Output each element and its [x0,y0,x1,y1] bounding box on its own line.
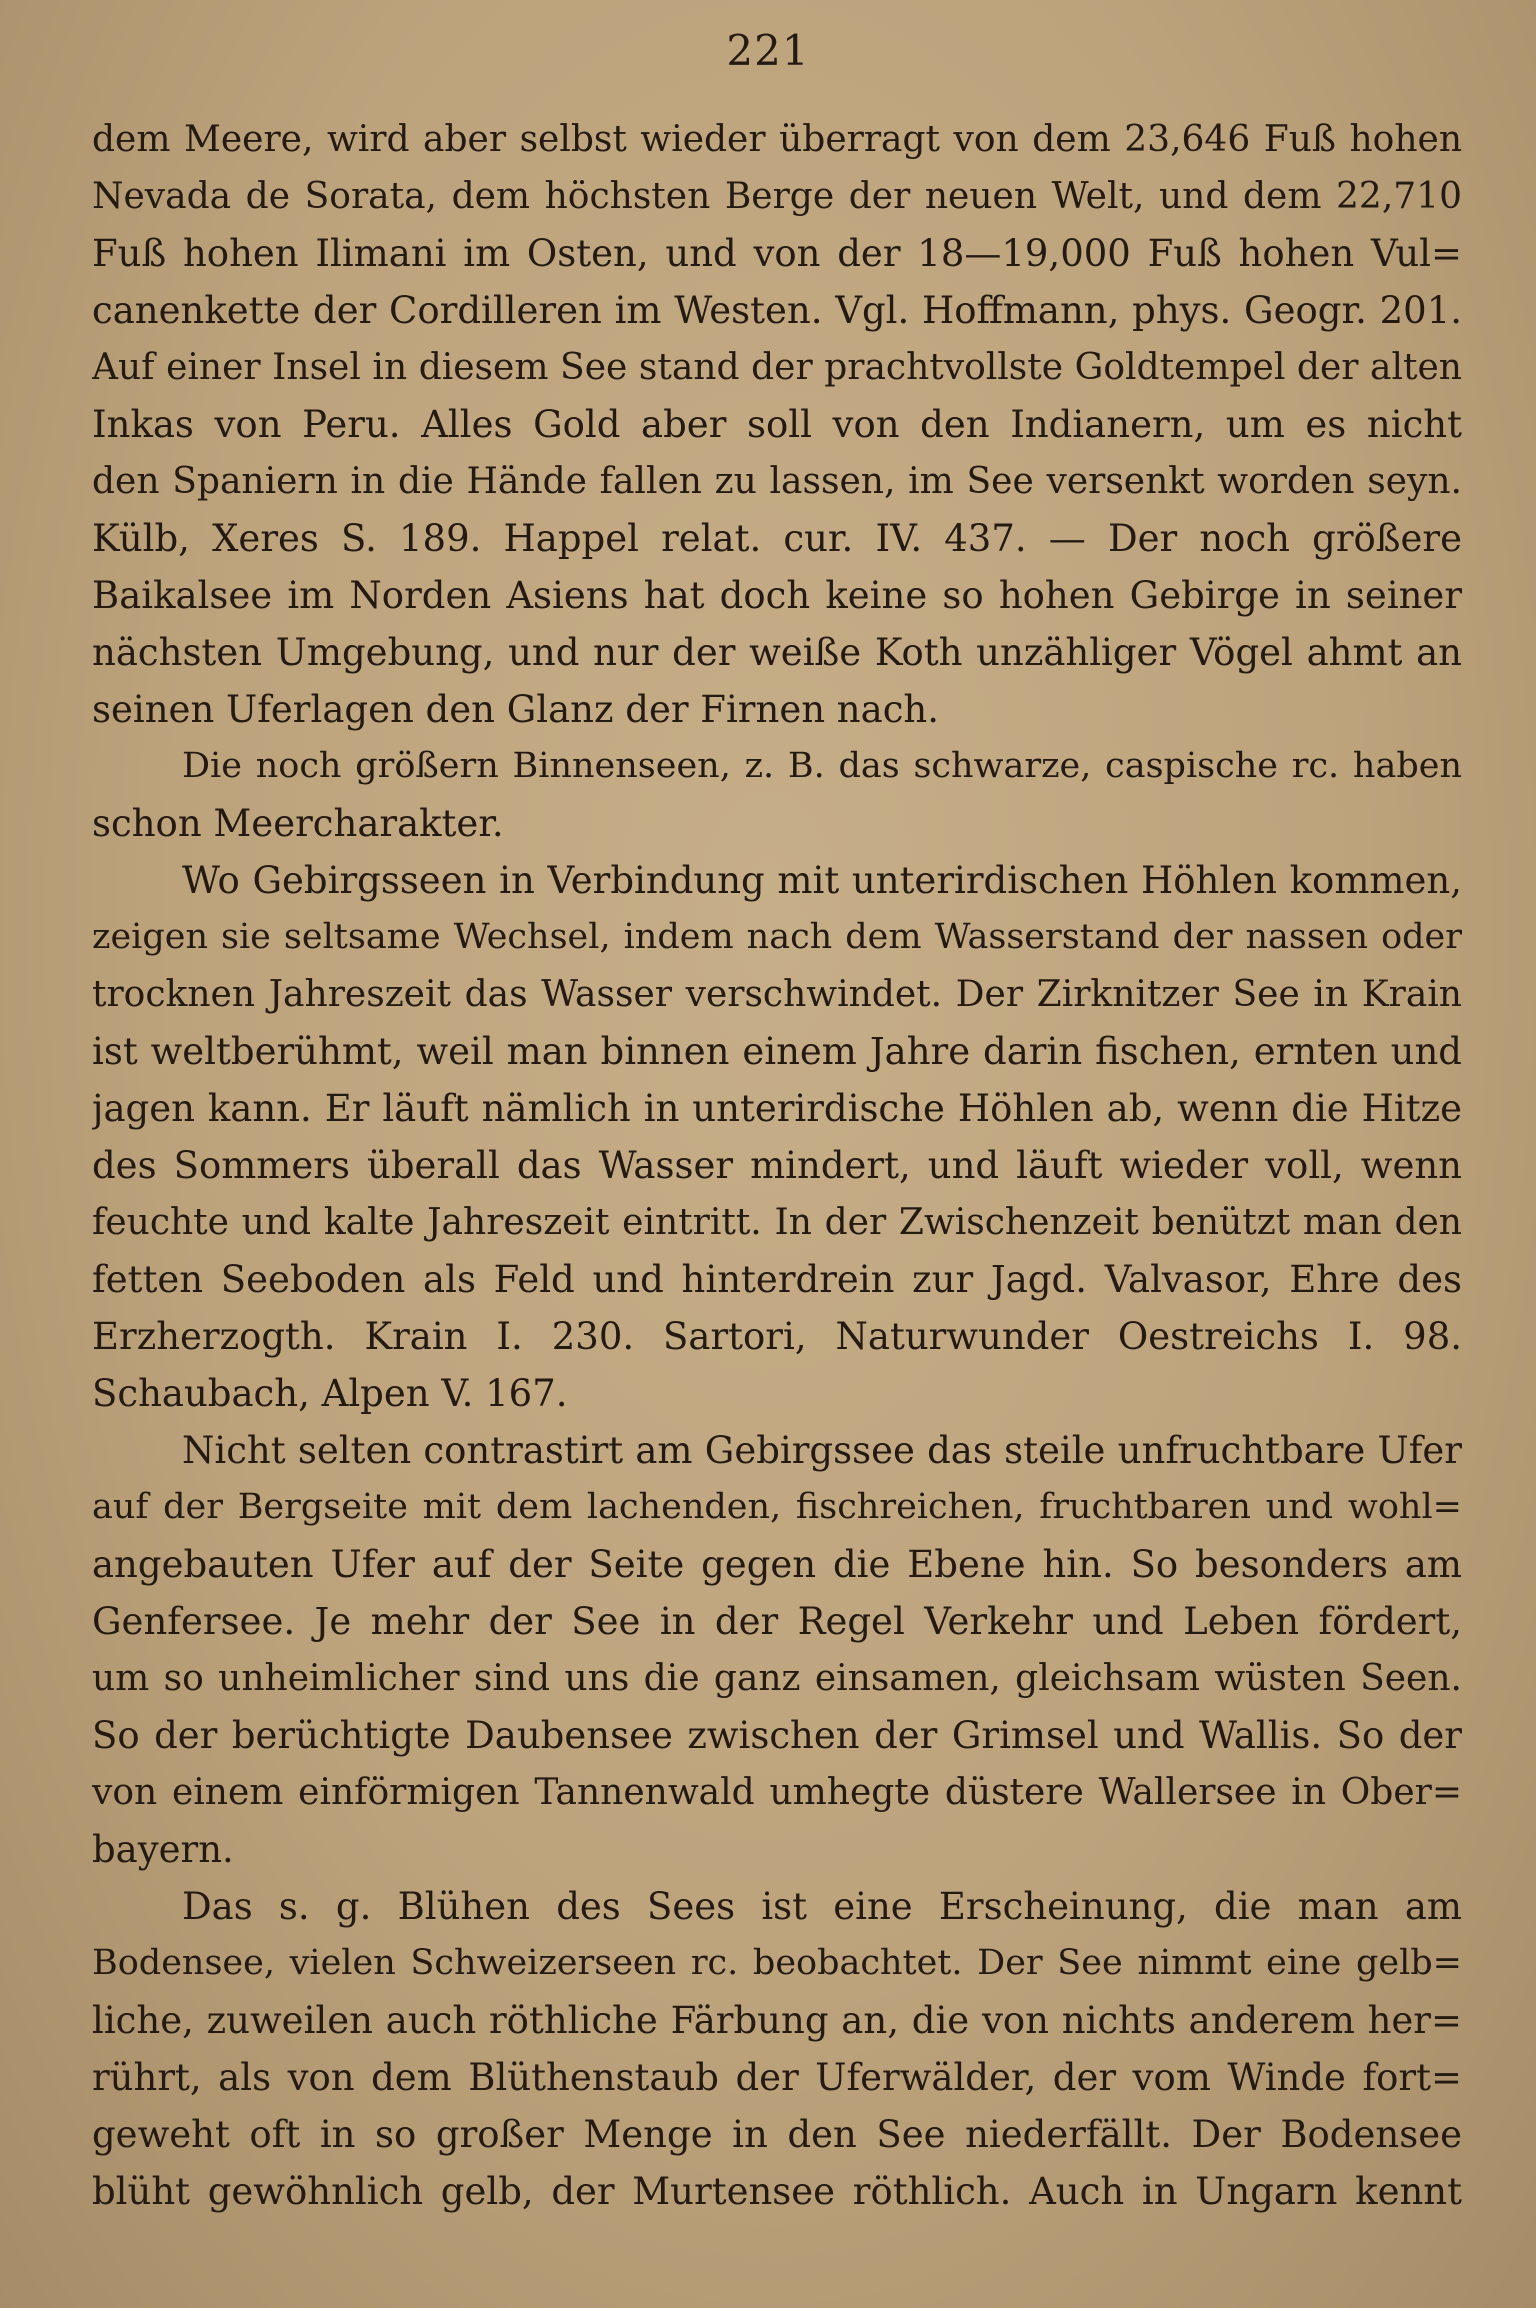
text-line: Nevada de Sorata, dem höchsten Berge der neuen Welt, und dem 22,710 [92,176,1462,217]
text-line: canenkette der Cordilleren im Westen. Vgl. Hoffmann, phys. Geogr. 201. [92,289,1462,332]
text-line: Schaubach, Alpen V. 167. [92,1372,568,1415]
text-line: den Spaniern in die Hände fallen zu lassen, im See versenkt worden seyn. [92,461,1462,502]
text-line: nächsten Umgebung, und nur der weiße Koth unzähliger Vögel ahmt an [92,631,1462,674]
text-line: Wo Gebirgsseen in Verbindung mit unterirdischen Höhlen kommen, [182,859,1462,902]
text-line: Bodensee, vielen Schweizerseen rc. beobachtet. Der See nimmt eine gelb= [92,1943,1462,1983]
paragraph-2 [92,738,1462,852]
text-line: liche, zuweilen auch röthliche Färbung an, die von nichts anderem her= [92,1999,1462,2042]
text-line: Baikalsee im Norden Asiens hat doch keine so hohen Gebirge in seiner [92,574,1462,617]
paragraph-4 [92,1422,1462,1878]
paragraph-1 [92,111,1462,738]
text-line: seinen Uferlagen den Glanz der Firnen nach. [92,688,940,731]
text-line: trocknen Jahreszeit das Wasser verschwindet. Der Zirknitzer See in Krain [92,974,1462,1015]
text-line: des Sommers überall das Wasser mindert, und läuft wieder voll, wenn [92,1144,1462,1187]
text-line: geweht oft in so großer Menge in den See niederfällt. Der Bodensee [92,2113,1462,2156]
paragraph-5 [92,1878,1462,2220]
text-line: Genfersee. Je mehr der See in der Regel Verkehr und Leben fördert, [92,1600,1462,1643]
text-line: rührt, als von dem Blüthenstaub der Uferwälder, der vom Winde fort= [92,2056,1462,2099]
text-line: Inkas von Peru. Alles Gold aber soll von den Indianern, um es nicht [92,403,1462,446]
page-number: 221 [726,26,810,75]
text-line: auf der Bergseite mit dem lachenden, fischreichen, fruchtbaren und wohl= [92,1487,1462,1527]
text-line: angebauten Ufer auf der Seite gegen die Ebene hin. So besonders am [92,1543,1462,1586]
text-line: ist weltberühmt, weil man binnen einem Jahre darin fischen, ernten und [92,1030,1462,1073]
text-line: Külb, Xeres S. 189. Happel relat. cur. IV. 437. — Der noch größere [92,517,1462,560]
text-line: dem Meere, wird aber selbst wieder überragt von dem 23,646 Fuß hohen [92,119,1462,160]
text-line: Das s. g. Blühen des Sees ist eine Erscheinung, die man am [182,1885,1462,1928]
text-line: feuchte und kalte Jahreszeit eintritt. In der Zwischenzeit benützt man den [92,1202,1462,1243]
text-line: Die noch größern Binnenseen, z. B. das schwarze, caspische rc. haben [182,746,1462,786]
text-line: schon Meercharakter. [92,802,504,845]
text-line: fetten Seeboden als Feld und hinterdrein zur Jagd. Valvasor, Ehre des [92,1258,1462,1301]
text-line: Fuß hohen Ilimani im Osten, und von der 18—19,000 Fuß hohen Vul= [92,232,1462,275]
text-line: zeigen sie seltsame Wechsel, indem nach dem Wasserstand der nassen oder [92,917,1462,957]
text-line: von einem einförmigen Tannenwald umhegte düstere Wallersee in Ober= [92,1772,1462,1813]
text-line: Nicht selten contrastirt am Gebirgssee das steile unfruchtbare Ufer [182,1429,1462,1472]
text-line: bayern. [92,1828,234,1871]
text-line: Auf einer Insel in diesem See stand der prachtvollste Goldtempel der alten [92,347,1462,388]
text-line: um so unheimlicher sind uns die ganz einsamen, gleichsam wüsten Seen. [92,1658,1462,1699]
text-line: blüht gewöhnlich gelb, der Murtensee röthlich. Auch in Ungarn kennt [92,2170,1462,2213]
text-line: jagen kann. Er läuft nämlich in unterirdische Höhlen ab, wenn die Hitze [92,1087,1462,1130]
body-text [92,111,1462,2220]
text-line: So der berüchtigte Daubensee zwischen der Grimsel und Wallis. So der [92,1714,1462,1757]
paragraph-3 [92,852,1462,1422]
text-line: Erzherzogth. Krain I. 230. Sartori, Naturwunder Oestreichs I. 98. [92,1315,1462,1358]
